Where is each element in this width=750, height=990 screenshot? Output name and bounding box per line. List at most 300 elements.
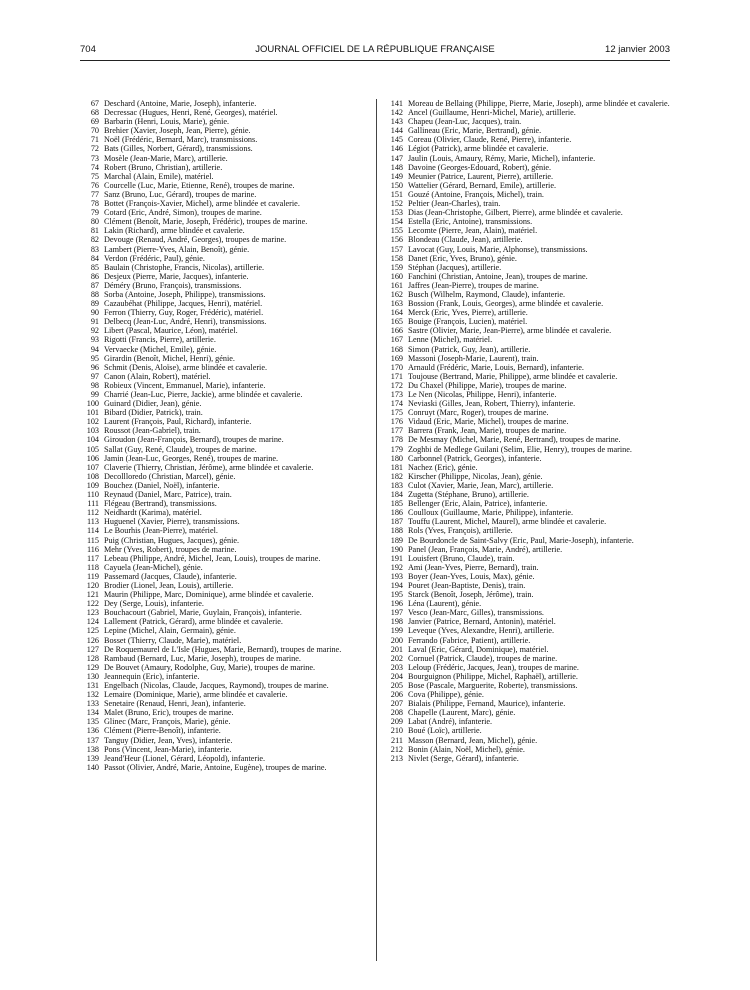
list-item bbox=[82, 481, 366, 490]
entry-number: 149 bbox=[390, 171, 403, 181]
list-item bbox=[386, 181, 670, 190]
entry-text: Culot (Xavier, Marie, Jean, Marc), artillerie. bbox=[408, 480, 554, 490]
list-item bbox=[82, 190, 366, 199]
list-item bbox=[82, 745, 366, 754]
list-item bbox=[82, 272, 366, 281]
entry-text: Labat (André), infanterie. bbox=[408, 717, 493, 727]
entry-number: 191 bbox=[390, 553, 403, 563]
list-item bbox=[82, 617, 366, 626]
entry-number: 145 bbox=[390, 135, 403, 145]
right-column bbox=[386, 99, 670, 763]
entry-number: 188 bbox=[390, 526, 403, 536]
entry-text: Pouret (Jean-Baptiste, Denis), train. bbox=[408, 580, 526, 590]
entry-number: 102 bbox=[86, 417, 99, 427]
list-item bbox=[82, 126, 366, 135]
left-column bbox=[82, 99, 366, 772]
list-item bbox=[386, 499, 670, 508]
list-item bbox=[386, 708, 670, 717]
entry-text: Jaffres (Jean-Pierre), troupes de marine. bbox=[408, 280, 539, 290]
entry-number: 79 bbox=[90, 208, 99, 218]
entry-number: 77 bbox=[90, 189, 99, 199]
list-item bbox=[386, 154, 670, 163]
list-item bbox=[386, 272, 670, 281]
entry-text: Jamin (Jean-Luc, Georges, René), troupes de marine. bbox=[104, 453, 279, 463]
entry-text: Moreau de Bellaing (Philippe, Pierre, Marie, Joseph), arme blindée et cavalerie. bbox=[408, 99, 670, 108]
list-item bbox=[386, 645, 670, 654]
entry-text: Engelbach (Nicolas, Claude, Jacques, Raymond), troupes de marine. bbox=[104, 681, 329, 690]
entry-text: Rambaud (Bernard, Luc, Marie, Joseph), troupes de marine. bbox=[104, 653, 301, 663]
entry-number: 95 bbox=[90, 353, 99, 363]
entry-text: Glinec (Marc, François, Marie), génie. bbox=[104, 717, 231, 727]
list-item bbox=[82, 763, 366, 772]
entry-number: 127 bbox=[86, 644, 99, 654]
entry-number: 139 bbox=[86, 753, 99, 763]
list-item bbox=[386, 590, 670, 599]
list-item bbox=[82, 381, 366, 390]
entry-number: 96 bbox=[90, 362, 99, 372]
entry-number: 99 bbox=[90, 390, 99, 399]
entry-text: Cornuel (Patrick, Claude), troupes de marine. bbox=[408, 653, 558, 663]
entry-text: Devouge (Renaud, André, Georges), troupes de marine. bbox=[104, 235, 287, 245]
list-item bbox=[386, 545, 670, 554]
entry-number: 153 bbox=[390, 208, 403, 218]
entry-number: 98 bbox=[90, 380, 99, 390]
list-item bbox=[386, 317, 670, 326]
list-item bbox=[82, 144, 366, 153]
entry-text: Tanguy (Didier, Jean, Yves), infanterie. bbox=[104, 735, 233, 745]
list-item bbox=[386, 608, 670, 617]
entry-number: 180 bbox=[390, 453, 403, 463]
list-item bbox=[386, 245, 670, 254]
entry-number: 67 bbox=[90, 99, 99, 108]
entry-text: Lakin (Richard), arme blindée et cavalerie. bbox=[104, 226, 245, 236]
entry-number: 189 bbox=[390, 535, 403, 545]
list-item bbox=[386, 536, 670, 545]
entry-text: Merck (Eric, Yves, Pierre), artillerie. bbox=[408, 308, 528, 318]
entry-text: Passot (Olivier, André, Marie, Antoine, Eugène), troupes de marine. bbox=[104, 762, 327, 772]
entry-number: 195 bbox=[390, 590, 403, 600]
list-item bbox=[386, 217, 670, 226]
entry-text: Toujouse (Bertrand, Marie, Philippe), arme blindée et cavalerie. bbox=[408, 371, 618, 381]
entry-text: Reynaud (Daniel, Marc, Patrice), train. bbox=[104, 490, 232, 500]
entry-number: 196 bbox=[390, 599, 403, 609]
list-item bbox=[386, 408, 670, 417]
list-item bbox=[82, 590, 366, 599]
list-item bbox=[82, 681, 366, 690]
entry-number: 165 bbox=[390, 317, 403, 327]
entry-number: 93 bbox=[90, 335, 99, 345]
list-item bbox=[386, 235, 670, 244]
entry-number: 116 bbox=[87, 544, 99, 554]
list-item bbox=[386, 299, 670, 308]
list-item bbox=[386, 308, 670, 317]
entry-text: Huguenel (Xavier, Pierre), transmissions. bbox=[104, 517, 240, 527]
list-item bbox=[386, 554, 670, 563]
entry-number: 163 bbox=[390, 299, 403, 309]
entry-text: Decressac (Hugues, Henri, René, Georges), matériel. bbox=[104, 108, 278, 118]
entry-number: 179 bbox=[390, 444, 403, 454]
entry-text: De Roquemaurel de L'Isle (Hugues, Marie, Bernard), troupes de marine. bbox=[104, 644, 342, 654]
entry-text: Ferrando (Fabrice, Patient), artillerie. bbox=[408, 635, 531, 645]
entry-number: 92 bbox=[90, 326, 99, 336]
entry-number: 100 bbox=[86, 399, 99, 409]
list-item bbox=[386, 99, 670, 108]
entry-number: 112 bbox=[87, 508, 99, 518]
entry-number: 114 bbox=[87, 526, 99, 536]
entry-text: Boyer (Jean-Yves, Louis, Max), génie. bbox=[408, 571, 535, 581]
entry-number: 175 bbox=[390, 408, 403, 418]
publication-date: 12 janvier 2003 bbox=[605, 44, 670, 55]
entry-text: Cayuela (Jean-Michel), génie. bbox=[104, 562, 203, 572]
entry-number: 166 bbox=[390, 326, 403, 336]
entry-number: 203 bbox=[390, 662, 403, 672]
list-item bbox=[386, 281, 670, 290]
list-item bbox=[82, 717, 366, 726]
list-item bbox=[82, 135, 366, 144]
list-item bbox=[82, 490, 366, 499]
list-item bbox=[386, 699, 670, 708]
entry-number: 164 bbox=[390, 308, 403, 318]
list-item bbox=[386, 754, 670, 763]
entry-number: 147 bbox=[390, 153, 403, 163]
entry-text: Léna (Laurent), génie. bbox=[408, 599, 482, 609]
entry-text: Bottet (François-Xavier, Michel), arme blindée et cavalerie. bbox=[104, 199, 300, 209]
list-item bbox=[386, 654, 670, 663]
entry-number: 76 bbox=[90, 180, 99, 190]
list-item bbox=[82, 463, 366, 472]
entry-number: 186 bbox=[390, 508, 403, 518]
entry-text: Giroudon (Jean-François, Bernard), troupes de marine. bbox=[104, 435, 284, 445]
entry-number: 143 bbox=[390, 117, 403, 127]
entry-number: 160 bbox=[390, 271, 403, 281]
entry-text: Lecomte (Pierre, Jean, Alain), matériel. bbox=[408, 226, 538, 236]
entry-text: Neviaski (Gilles, Jean, Robert, Thierry), infanterie. bbox=[408, 399, 576, 409]
entry-text: Wattelier (Gérard, Bernard, Emile), artillerie. bbox=[408, 180, 557, 190]
list-item bbox=[82, 581, 366, 590]
entry-number: 106 bbox=[86, 453, 99, 463]
entry-number: 133 bbox=[86, 699, 99, 709]
entry-text: Brehier (Xavier, Joseph, Jean, Pierre), génie. bbox=[104, 126, 251, 136]
entry-text: Bialais (Philippe, Fernand, Maurice), infanterie. bbox=[408, 699, 566, 709]
entry-text: Déméry (Bruno, François), transmissions. bbox=[104, 280, 242, 290]
entry-text: Bose (Pascale, Marguerite, Roberte), transmissions. bbox=[408, 681, 578, 690]
list-item bbox=[386, 208, 670, 217]
list-item bbox=[82, 217, 366, 226]
entry-text: Coulloux (Guillaume, Marie, Philippe), infanterie. bbox=[408, 508, 574, 518]
entry-text: Janvier (Patrice, Bernard, Antonin), matériel. bbox=[408, 617, 556, 627]
entry-number: 97 bbox=[90, 371, 99, 381]
entry-number: 118 bbox=[87, 562, 99, 572]
entry-number: 69 bbox=[90, 117, 99, 127]
entry-number: 158 bbox=[390, 253, 403, 263]
entry-text: Vervaecke (Michel, Emile), génie. bbox=[104, 344, 217, 354]
entry-number: 117 bbox=[87, 553, 99, 563]
list-item bbox=[386, 736, 670, 745]
entry-number: 183 bbox=[390, 480, 403, 490]
entry-text: Barbarin (Henri, Louis, Marie), génie. bbox=[104, 117, 230, 127]
entry-number: 107 bbox=[86, 462, 99, 472]
list-item bbox=[82, 281, 366, 290]
entry-number: 125 bbox=[86, 626, 99, 636]
list-item bbox=[82, 654, 366, 663]
entry-number: 200 bbox=[390, 635, 403, 645]
entry-number: 173 bbox=[390, 390, 403, 399]
entry-text: Laval (Eric, Gérard, Dominique), matériel. bbox=[408, 644, 549, 654]
list-item bbox=[386, 163, 670, 172]
entry-number: 202 bbox=[390, 653, 403, 663]
entry-number: 170 bbox=[390, 362, 403, 372]
entry-number: 131 bbox=[86, 681, 99, 690]
list-item bbox=[386, 126, 670, 135]
entry-number: 121 bbox=[86, 590, 99, 600]
list-item bbox=[386, 335, 670, 344]
entry-text: Maurin (Philippe, Marc, Dominique), arme blindée et cavalerie. bbox=[104, 590, 314, 600]
entry-number: 129 bbox=[86, 662, 99, 672]
entry-text: Bouige (François, Lucien), matériel. bbox=[408, 317, 528, 327]
entry-text: Cova (Philippe), génie. bbox=[408, 690, 484, 700]
entry-text: Masson (Bernard, Jean, Michel), génie. bbox=[408, 735, 538, 745]
list-item bbox=[386, 636, 670, 645]
entry-number: 105 bbox=[86, 444, 99, 454]
entry-text: Sallat (Guy, René, Claude), troupes de marine. bbox=[104, 444, 257, 454]
list-item bbox=[82, 536, 366, 545]
list-item bbox=[82, 235, 366, 244]
entry-number: 110 bbox=[87, 490, 99, 500]
entry-text: Busch (Wilhelm, Raymond, Claude), infanterie. bbox=[408, 289, 566, 299]
list-item bbox=[386, 690, 670, 699]
entry-number: 101 bbox=[86, 408, 99, 418]
journal-title: JOURNAL OFFICIEL DE LA RÉPUBLIQUE FRANÇAISE bbox=[255, 44, 495, 55]
entry-text: Schmit (Denis, Aloïse), arme blindée et cavalerie. bbox=[104, 362, 268, 372]
list-item bbox=[82, 299, 366, 308]
entry-number: 152 bbox=[390, 199, 403, 209]
entry-text: Lepine (Michel, Alain, Germain), génie. bbox=[104, 626, 236, 636]
list-item bbox=[386, 426, 670, 435]
entry-text: Leveque (Yves, Alexandre, Henri), artillerie. bbox=[408, 626, 555, 636]
list-item bbox=[386, 254, 670, 263]
page-number: 704 bbox=[80, 44, 96, 55]
entry-text: Canon (Alain, Robert), matériel. bbox=[104, 371, 211, 381]
list-item bbox=[386, 599, 670, 608]
entry-number: 181 bbox=[390, 462, 403, 472]
entry-text: Bats (Gilles, Norbert, Gérard), transmissions. bbox=[104, 144, 253, 154]
entry-text: Bellenger (Eric, Alain, Patrice), infanterie. bbox=[408, 499, 548, 509]
entry-number: 94 bbox=[90, 344, 99, 354]
entry-number: 169 bbox=[390, 353, 403, 363]
entry-number: 142 bbox=[390, 108, 403, 118]
list-item bbox=[386, 172, 670, 181]
list-item bbox=[82, 226, 366, 235]
entry-text: Starck (Benoît, Joseph, Jérôme), train. bbox=[408, 590, 534, 600]
entry-text: Puig (Christian, Hugues, Jacques), génie. bbox=[104, 535, 240, 545]
list-item bbox=[82, 354, 366, 363]
list-item bbox=[82, 499, 366, 508]
list-item bbox=[82, 435, 366, 444]
entry-text: Deschard (Antoine, Marie, Joseph), infanterie. bbox=[104, 99, 257, 108]
entry-text: Zugetta (Stéphane, Bruno), artillerie. bbox=[408, 490, 529, 500]
list-item bbox=[82, 708, 366, 717]
entry-text: Vidaud (Eric, Marie, Michel), troupes de marine. bbox=[408, 417, 569, 427]
entry-number: 184 bbox=[390, 490, 403, 500]
entry-number: 144 bbox=[390, 126, 403, 136]
entry-number: 207 bbox=[390, 699, 403, 709]
entry-text: Ferron (Thierry, Guy, Roger, Frédéric), matériel. bbox=[104, 308, 264, 318]
list-item bbox=[386, 508, 670, 517]
entry-number: 80 bbox=[90, 217, 99, 227]
entry-text: Clément (Benoît, Marie, Joseph, Frédéric), troupes de marine. bbox=[104, 217, 308, 227]
entry-number: 82 bbox=[90, 235, 99, 245]
entry-number: 174 bbox=[390, 399, 403, 409]
entry-number: 115 bbox=[87, 535, 99, 545]
entry-number: 130 bbox=[86, 671, 99, 681]
list-item bbox=[386, 226, 670, 235]
entry-number: 128 bbox=[86, 653, 99, 663]
list-item bbox=[82, 181, 366, 190]
list-item bbox=[82, 572, 366, 581]
list-item bbox=[82, 472, 366, 481]
list-item bbox=[82, 317, 366, 326]
list-item bbox=[82, 290, 366, 299]
entry-number: 208 bbox=[390, 708, 403, 718]
list-item bbox=[82, 508, 366, 517]
entry-number: 104 bbox=[86, 435, 99, 445]
entry-number: 156 bbox=[390, 235, 403, 245]
entry-number: 120 bbox=[86, 580, 99, 590]
entry-text: Danet (Eric, Yves, Bruno), génie. bbox=[408, 253, 517, 263]
entry-text: Chapeu (Jean-Luc, Jacques), train. bbox=[408, 117, 522, 127]
entry-text: Noël (Frédéric, Bernard, Marc), transmissions. bbox=[104, 135, 258, 145]
list-item bbox=[386, 490, 670, 499]
list-item bbox=[82, 545, 366, 554]
entry-number: 124 bbox=[86, 617, 99, 627]
entry-text: Sanz (Bruno, Luc, Gérard), troupes de marine. bbox=[104, 189, 257, 199]
column-divider bbox=[376, 99, 377, 961]
list-item bbox=[386, 190, 670, 199]
list-item bbox=[82, 663, 366, 672]
list-item bbox=[386, 290, 670, 299]
entry-text: Jaulin (Louis, Amaury, Rémy, Marie, Michel), infanterie. bbox=[408, 153, 596, 163]
entry-text: Pons (Vincent, Jean-Marie), infanterie. bbox=[104, 744, 232, 754]
entry-number: 73 bbox=[90, 153, 99, 163]
list-item bbox=[82, 399, 366, 408]
list-item bbox=[82, 363, 366, 372]
entry-text: Libert (Pascal, Maurice, Léon), matériel. bbox=[104, 326, 238, 336]
list-item bbox=[82, 108, 366, 117]
list-item bbox=[82, 199, 366, 208]
list-item bbox=[82, 417, 366, 426]
entry-text: Estella (Eric, Antoine), transmissions. bbox=[408, 217, 533, 227]
list-item bbox=[386, 626, 670, 635]
entry-number: 193 bbox=[390, 571, 403, 581]
entry-text: Touffu (Laurent, Michel, Maurel), arme blindée et cavalerie. bbox=[408, 517, 607, 527]
entry-number: 126 bbox=[86, 635, 99, 645]
list-item bbox=[82, 326, 366, 335]
entry-text: Dey (Serge, Louis), infanterie. bbox=[104, 599, 204, 609]
list-item bbox=[386, 381, 670, 390]
entry-number: 141 bbox=[390, 99, 403, 108]
entry-text: Rols (Yves, François), artillerie. bbox=[408, 526, 513, 536]
list-item bbox=[82, 117, 366, 126]
entry-number: 167 bbox=[390, 335, 403, 345]
entry-number: 201 bbox=[390, 644, 403, 654]
list-item bbox=[386, 199, 670, 208]
entry-text: Lemaire (Dominique, Marie), arme blindée et cavalerie. bbox=[104, 690, 288, 700]
list-item bbox=[386, 363, 670, 372]
entry-number: 83 bbox=[90, 244, 99, 254]
entry-text: Chapelle (Laurent, Marc), génie. bbox=[408, 708, 516, 718]
entry-text: Lavocat (Guy, Louis, Marie, Alphonse), transmissions. bbox=[408, 244, 588, 254]
entry-number: 199 bbox=[390, 626, 403, 636]
entry-number: 146 bbox=[390, 144, 403, 154]
list-item bbox=[386, 372, 670, 381]
entry-text: Bosset (Thierry, Claude, Marie), matériel. bbox=[104, 635, 242, 645]
entry-number: 70 bbox=[90, 126, 99, 136]
list-item bbox=[82, 554, 366, 563]
entry-text: Robieux (Vincent, Emmanuel, Marie), infanterie. bbox=[104, 380, 266, 390]
entry-number: 119 bbox=[87, 571, 99, 581]
list-item bbox=[82, 408, 366, 417]
entry-number: 192 bbox=[390, 562, 403, 572]
entry-text: Bonin (Alain, Noël, Michel), génie. bbox=[408, 744, 525, 754]
entry-number: 157 bbox=[390, 244, 403, 254]
entry-text: Nachez (Eric), génie. bbox=[408, 462, 478, 472]
entry-text: Louisfert (Bruno, Claude), train. bbox=[408, 553, 515, 563]
entry-number: 159 bbox=[390, 262, 403, 272]
list-item bbox=[386, 135, 670, 144]
entry-text: Bossion (Frank, Louis, Georges), arme blindée et cavalerie. bbox=[408, 299, 604, 309]
list-item bbox=[386, 563, 670, 572]
list-item bbox=[82, 754, 366, 763]
entry-number: 213 bbox=[390, 753, 403, 763]
entry-number: 71 bbox=[90, 135, 99, 145]
entry-number: 162 bbox=[390, 289, 403, 299]
list-item bbox=[82, 163, 366, 172]
entry-number: 154 bbox=[390, 217, 403, 227]
header-rule bbox=[80, 60, 670, 61]
entry-text: Rigotti (Francis, Pierre), artillerie. bbox=[104, 335, 216, 345]
list-item bbox=[386, 681, 670, 690]
entry-text: Lebeau (Philippe, André, Michel, Jean, Louis), troupes de marine. bbox=[104, 553, 321, 563]
entry-number: 138 bbox=[86, 744, 99, 754]
entry-text: Kirscher (Philippe, Nicolas, Jean), génie. bbox=[408, 471, 543, 481]
entry-text: Passemard (Jacques, Claude), infanterie. bbox=[104, 571, 237, 581]
entry-text: Carbonnel (Patrick, Georges), infanterie. bbox=[408, 453, 542, 463]
entry-number: 205 bbox=[390, 681, 403, 690]
entry-number: 134 bbox=[86, 708, 99, 718]
list-item bbox=[82, 636, 366, 645]
entry-number: 78 bbox=[90, 199, 99, 209]
list-item bbox=[386, 581, 670, 590]
list-item bbox=[82, 517, 366, 526]
list-item bbox=[386, 617, 670, 626]
entry-text: Marchal (Alain, Emile), matériel. bbox=[104, 171, 214, 181]
entry-text: Senetaire (Renaud, Henri, Jean), infanterie. bbox=[104, 699, 246, 709]
entry-text: Boué (Loïc), artillerie. bbox=[408, 726, 482, 736]
list-item bbox=[82, 726, 366, 735]
list-item bbox=[386, 144, 670, 153]
entry-number: 136 bbox=[86, 726, 99, 736]
entry-text: Blondeau (Claude, Jean), artillerie. bbox=[408, 235, 523, 245]
entry-text: Desjeux (Pierre, Marie, Jacques), infanterie. bbox=[104, 271, 249, 281]
entry-number: 155 bbox=[390, 226, 403, 236]
entry-number: 176 bbox=[390, 417, 403, 427]
entry-text: Barrera (Frank, Jean, Marie), troupes de marine. bbox=[408, 426, 567, 436]
list-item bbox=[82, 690, 366, 699]
entry-text: De Bouvet (Amaury, Rodolphe, Guy, Marie), troupes de marine. bbox=[104, 662, 316, 672]
entry-text: Peltier (Jean-Charles), train. bbox=[408, 199, 501, 209]
entry-text: Sastre (Olivier, Marie, Jean-Pierre), arme blindée et cavalerie. bbox=[408, 326, 612, 336]
list-item bbox=[82, 254, 366, 263]
